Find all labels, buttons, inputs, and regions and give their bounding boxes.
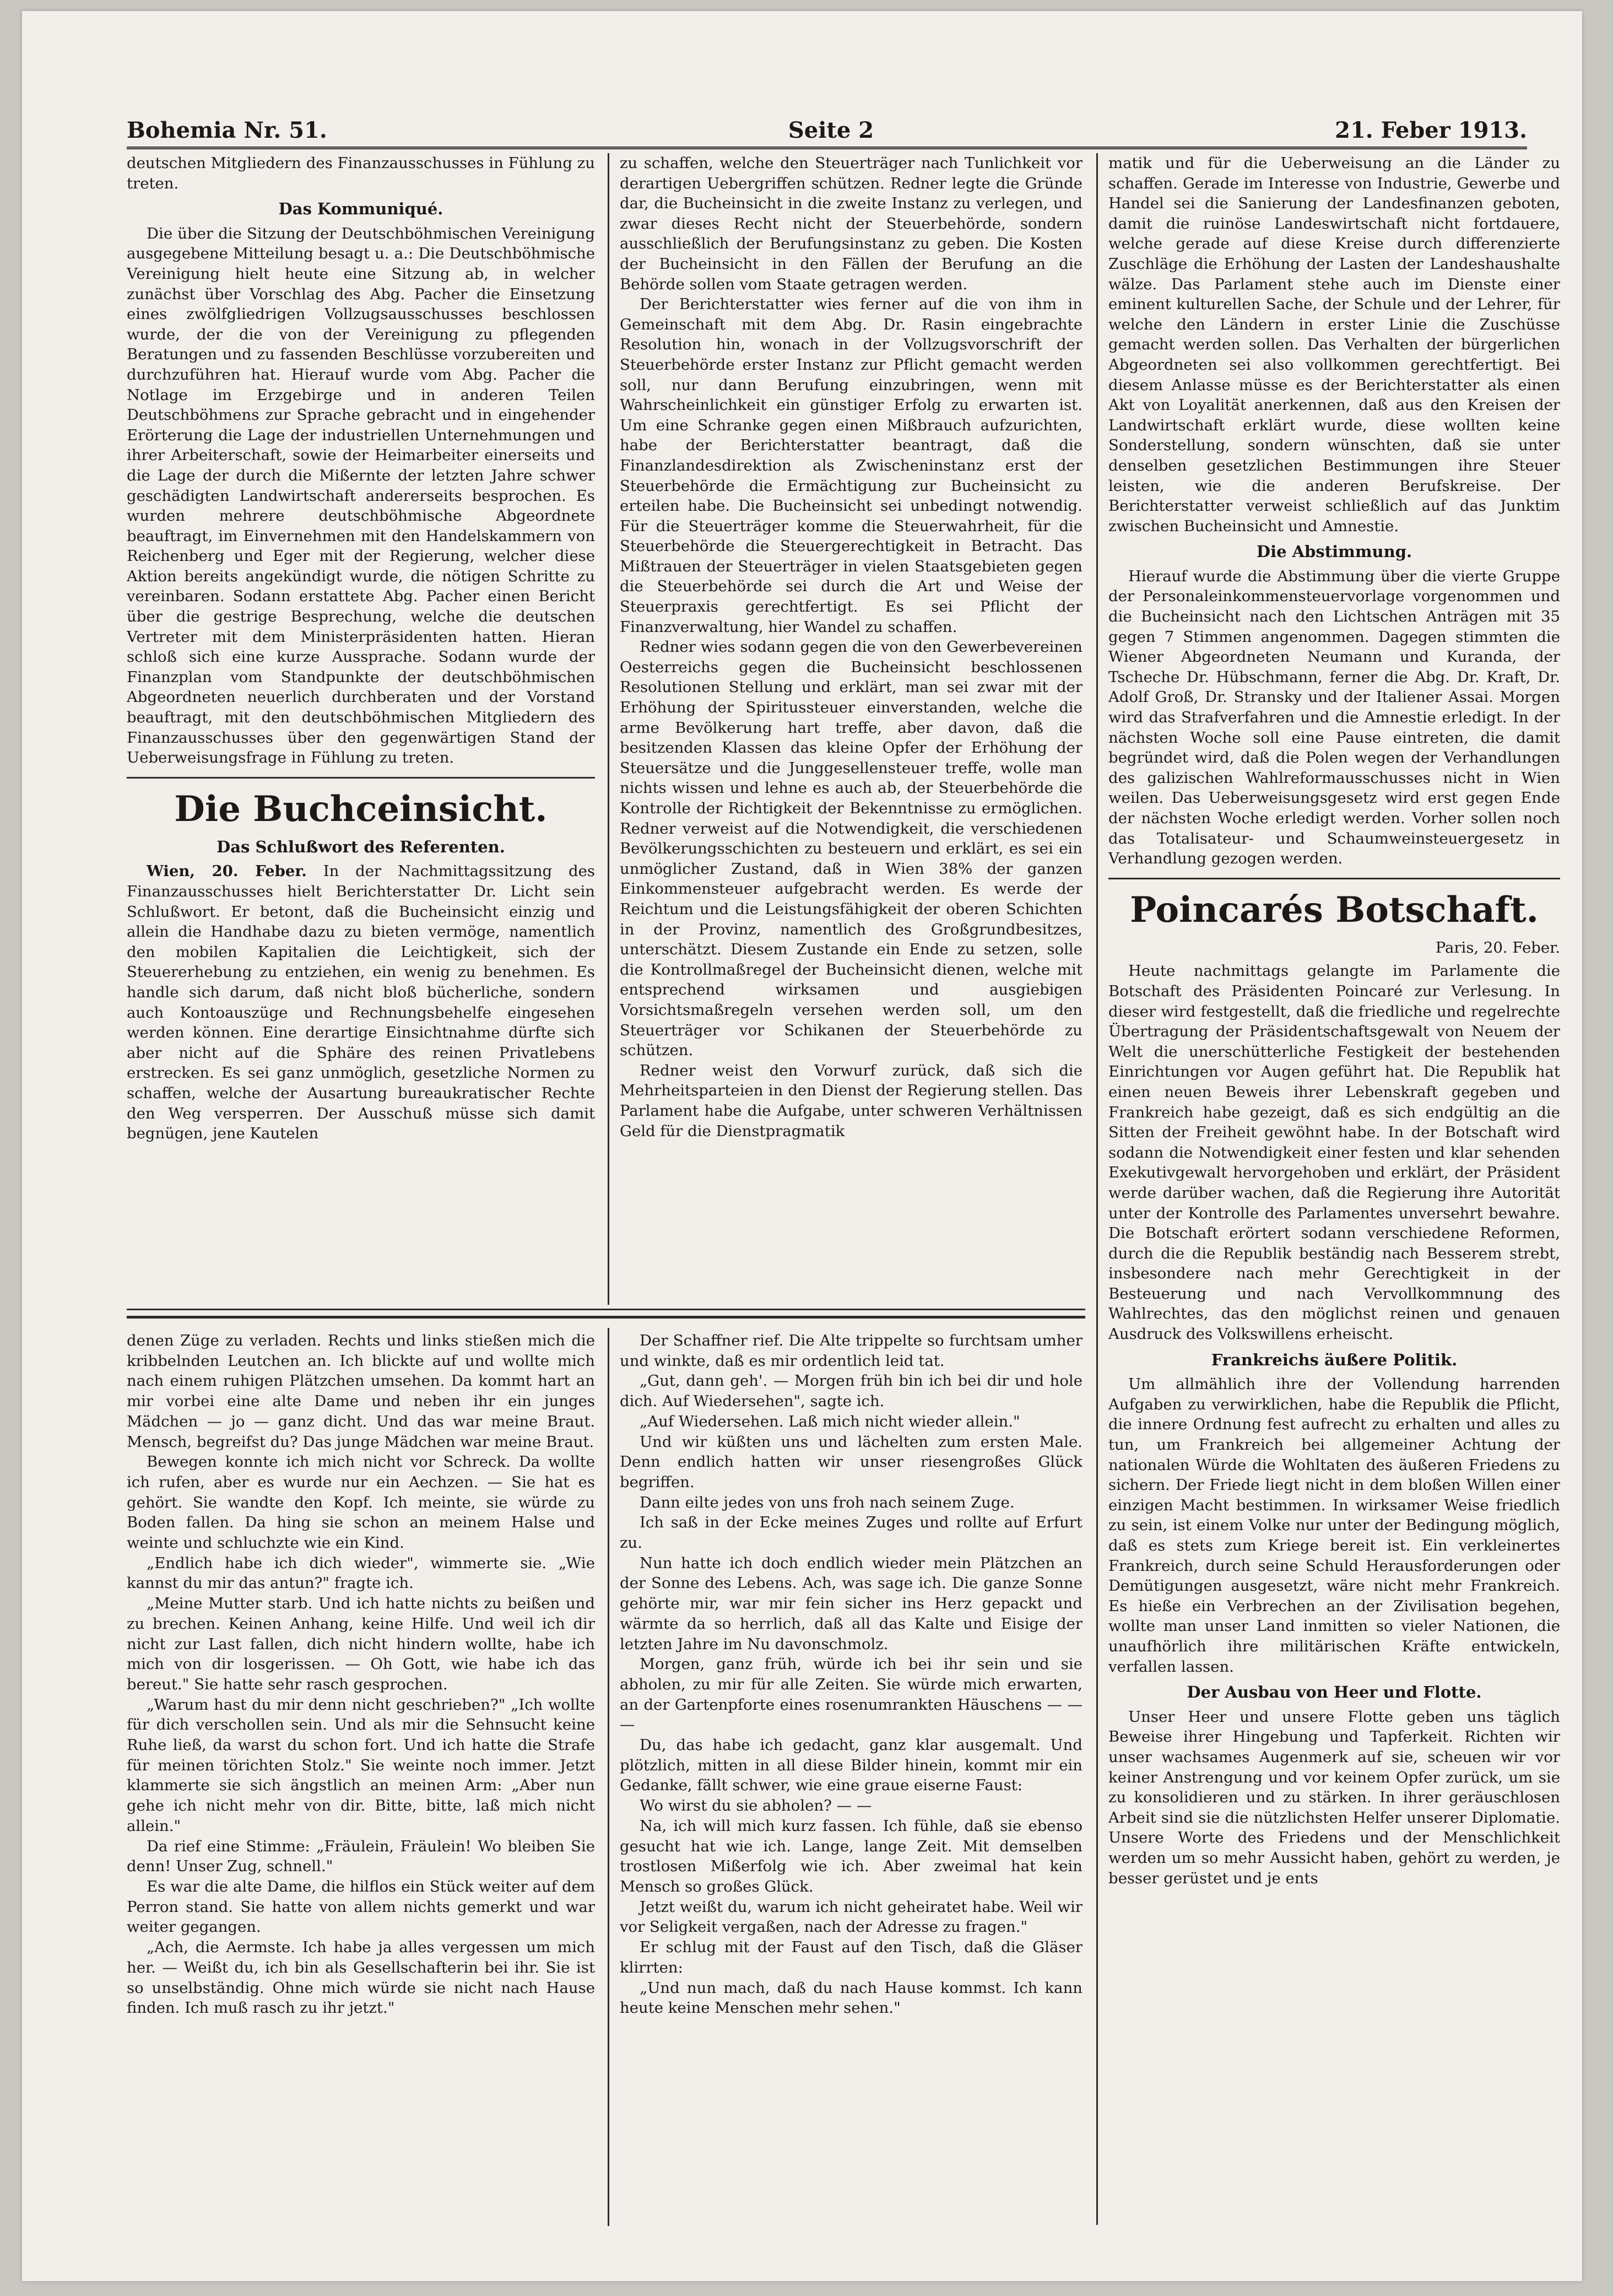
header-date: 21. Feber 1913.: [1335, 117, 1527, 143]
column-rule-3: [608, 1328, 609, 2226]
bucheinsicht-body: In der Nachmittagssitzung des Finanzausschusses hielt Berichterstatter Dr. Licht sein Schlußwort. Er betont, daß die Bucheinsicht einzig und allein die Handhabe dazu zu bieten vermöge, namentlich den mobilen Kapitalien die Leichtigkeit, sich der Steuererhebung zu entziehen, ein wenig zu benehmen. Es handle sich darum, daß nicht bloß bücherliche, sondern auch Kontoauszüge und Rechnungsbehelfe eingesehen werden können. Eine derartige Einsichtnahme dürfte sich aber nicht auf die Sphäre des reinen Privatlebens erstrecken. Es sei ganz unmöglich, gesetzliche Normen zu schaffen, welche der Ausartung bureaukratischer Rechte den Weg versperren. Der Ausschuß müsse sich damit begnügen, jene Kautelen: [127, 862, 595, 1143]
section-divider-2: [1108, 874, 1560, 879]
aussere-politik-heading: Frankreichs äußere Politik.: [1211, 1350, 1458, 1369]
story-right-p3: „Auf Wiedersehen. Laß mich nicht wieder allein.": [640, 1412, 1020, 1430]
story-right-p11: Na, ich will mich kurz fassen. Ich fühle, daß sie ebenso gesucht hat wie ich. Lange, lange Zeit. Mit demselben trostlosen Mißerfolg wie ich. Aber zweimal hat kein Mensch so großes Glück.: [620, 1817, 1082, 1895]
story-right-p9: Du, das habe ich gedacht, ganz klar ausgemalt. Und plötzlich, mitten in all diese Bilder hinein, kommt mir ein Gedanke, fällt schwer, wie eine graue eiserne Faust:: [620, 1736, 1082, 1795]
kommunique-text: Die über die Sitzung der Deutschböhmischen Vereinigung ausgegebene Mitteilung besagt u. a.: Die Deutschböhmische Vereinigung hielt heute eine Sitzung ab, in welcher zunächst über Vorschlag des Abg. Pacher die Einsetzung eines zwölfgliedrigen Vollzugsausschusses beschlossen wurde, der die von der Vereinigung zu pflegenden Beratungen und zu fassenden Beschlüsse vorzubereiten und durchzuführen hat. Hierauf wurde vom Abg. Pacher die Notlage im Erzgebirge und in anderen Teilen Deutschböhmens zur Sprache gebracht und in eingehender Erörterung die Lage der industriellen Unternehmungen und ihrer Arbeiterschaft, sowie der Heimarbeiter einerseits und die Lage der durch die Mißernte der letzten Jahre schwer geschädigten Landwirtschaft andererseits besprochen. Es wurden mehrere deutschböhmische Abgeordnete beauftragt, im Einvernehmen mit den Handelskammern von Reichenberg und Eger mit der Regierung, welcher diese Aktion bereits angekündigt wurde, die nötigen Schritte zu vereinbaren. Sodann erstattete Abg. Pacher einen Bericht über die gestrige Besprechung, welche die deutschen Vertreter mit dem Ministerpräsidenten hatten. Hieran schloß sich eine kurze Aussprache. Sodann wurde der Finanzplan vom Standpunkte der deutschböhmischen Abgeordneten neuerlich durchberaten und der Vorstand beauftragt, mit den deutschböhmischen Mitgliedern des Finanzausschusses über den gegenwärtigen Stand der Ueberweisungsfrage in Fühlung zu treten.: [127, 224, 595, 767]
story-right-p1: Der Schaffner rief. Die Alte trippelte so furchtsam umher und winkte, daß es mir ordentlich leid tat.: [620, 1332, 1082, 1370]
story-right-p4: Und wir küßten uns und lächelten zum ersten Male. Denn endlich hatten wir unser riesengroßes Glück begriffen.: [620, 1433, 1082, 1491]
story-right-p10: Wo wirst du sie abholen? — —: [640, 1797, 872, 1815]
story-left-p5: „Warum hast du mir denn nicht geschrieben?" „Ich wollte für dich verschollen sein. Und als mir die Sehnsucht keine Ruhe ließ, da warst du schon fort. Und ich hatte die Strafe für meinen törichten Stolz." Sie weinte noch immer. Jetzt klammerte sie sich ängstlich an meinen Arm: „Aber nun gehe ich nicht mehr von dir. Bitte, bitte, laß mich nicht allein.": [127, 1695, 595, 1835]
newspaper-page: [22, 11, 1582, 2281]
col2-paragraph-1: zu schaffen, welche den Steuerträger nach Tunlichkeit vor derartigen Uebergriffen schützen. Redner legte die Gründe dar, die Bucheinsicht in die zweite Instanz zu verlegen, und zwar dieses Recht nicht der Steuerbehörde, sondern ausschließlich der Berufungsinstanz zu geben. Die Kosten der Bucheinsicht in den Fällen der Berufung an die Behörde sollen vom Staate getragen werden.: [620, 154, 1082, 293]
dateline-vienna: Wien, 20. Feber.: [147, 862, 307, 880]
story-left-p1: denen Züge zu verladen. Rechts und links stießen mich die kribbelnden Leutchen an. Ich blickte auf und wollte mich nach einem ruhigen Plätzchen umsehen. Da kommt hart an mir vorbei eine alte Dame und neben ihr ein junges Mädchen — jo — ganz dicht. Und das war meine Braut. Mensch, begreifst du? Das junge Mädchen war meine Braut.: [127, 1332, 595, 1451]
abstimmung-heading: Die Abstimmung.: [1256, 542, 1412, 561]
heer-flotte-heading: Der Ausbau von Heer und Flotte.: [1187, 1683, 1482, 1702]
column-3: [1108, 153, 1560, 2233]
header-page-number: Seite 2: [788, 117, 874, 143]
column-rule-1: [608, 153, 609, 1305]
col2-paragraph-2: Der Berichterstatter wies ferner auf die von ihm in Gemeinschaft mit dem Abg. Dr. Rasin eingebrachte Resolution hin, wonach in der Vollzugsvorschrift der Steuerbehörde erster Instanz zur Pflicht gemacht werden soll, nur dann Berufung einzubringen, wenn mit Wahrscheinlichkeit ein günstiger Erfolg zu erwarten ist. Um eine Schranke gegen einen Mißbrauch aufzurichten, habe der Berichterstatter beantragt, daß die Finanzlandesdirektion als Zwischeninstanz erst der Steuerbehörde die Ermächtigung zur Bucheinsicht zu erteilen habe. Die Bucheinsicht sei unbedingt notwendig. Für die Steuerträger komme die Steuerwahrheit, für die Steuerbehörde die Steuergerechtigkeit in Betracht. Das Mißtrauen der Steuerträger in vielen Staatsgebieten gegen die Steuerbehörde sei durch die Art und Weise der Steuerpraxis gerechtfertigt. Es sei Pflicht der Finanzverwaltung, hier Wandel zu schaffen.: [620, 295, 1082, 636]
col3-paragraph-3: Heute nachmittags gelangte im Parlamente die Botschaft des Präsidenten Poincaré zur Verlesung. In dieser wird festgestellt, daß die friedliche und regelrechte Übertragung der Präsidentschaftsgewalt von Neuem der Welt die unerschütterliche Festigkeit der bestehenden Einrichtungen vor Augen geführt hat. Die Republik hat einen neuen Beweis ihrer Lebenskraft gegeben und Frankreich habe gezeigt, daß es sich endgültig an die Sitten der Freiheit gewöhnt habe. In der Botschaft wird sodann die Notwendigkeit einer festen und klar sehenden Exekutivgewalt hervorgehoben und erklärt, der Präsident werde darüber wachen, daß die Regierung ihre Autorität unter der Kontrolle des Parlamentes unversehrt bewahre. Die Botschaft erörtert sodann verschiedene Reformen, durch die die Republik beständig nach Besserem strebt, insbesondere nach mehr Gerechtigkeit in der Besteuerung und nach Vervollkommnung des Wahlrechtes, das den möglichst reinen und genauen Ausdruck des Volkswillens erheischt.: [1108, 962, 1560, 1343]
kommunique-heading: Das Kommuniqué.: [278, 199, 443, 219]
story-left-p3: „Endlich habe ich dich wieder", wimmerte sie. „Wie kannst du mir das antun?" fragte ich.: [127, 1554, 595, 1592]
story-column-right: [620, 1331, 1082, 2223]
bucheinsicht-headline: Die Buchceinsicht.: [174, 788, 548, 830]
col3-paragraph-1: matik und für die Ueberweisung an die Länder zu schaffen. Gerade im Interesse von Industrie, Gewerbe und Handel sei die Sanierung der Landesfinanzen geboten, damit die ruinöse Landeswirtschaft nicht fortdauere, welche gerade auf diese Kreise durch differenzierte Zuschläge die Erhöhung der Lasten der Landeshaushalte wälze. Das Parlament stehe auch im Dienste einer eminent kulturellen Sache, der Schule und der Lehrer, für welche den Ländern in erster Linie die Zuschüsse gemacht werden sollen. Das Verhalten der bürgerlichen Abgeordneten sei also vollkommen gerechtfertigt. Bei diesem Anlasse müsse es der Berichterstatter als einen Akt von Loyalität anerkennen, daß aus den Kreisen der Landwirtschaft erklärt wurde, diese wollten keine Sonderstellung, sondern wünschten, daß sie unter denselben gesetzlichen Bestimmungen ihre Steuer leisten, wie die anderen Berufskreise. Der Berichterstatter verweist schließlich auf das Junktim zwischen Bucheinsicht und Amnestie.: [1108, 154, 1560, 535]
story-right-p14: „Und nun mach, daß du nach Hause kommst. Ich kann heute keine Menschen mehr sehen.": [620, 1979, 1082, 2017]
col1-intro: deutschen Mitgliedern des Finanzausschusses in Fühlung zu treten.: [127, 154, 595, 192]
feuilleton-separator: [127, 1309, 1085, 1319]
col3-paragraph-5: Unser Heer und unsere Flotte geben uns täglich Beweise ihrer Hingebung und Tapferkeit. Richten wir unser wachsames Augenmerk auf sie, scheuen wir vor keiner Anstrengung und vor keinem Opfer zurück, um sie zu konsolidieren und zu stärken. In ihrer geräuschlosen Arbeit sind sie die nützlichsten Helfer unserer Diplomatie. Unsere Worte des Friedens und der Menschlichkeit werden um so mehr Aussicht haben, gehört zu werden, je besser gerüstet und je ents: [1108, 1708, 1560, 1887]
story-left-p2: Bewegen konnte ich mich nicht vor Schreck. Da wollte ich rufen, aber es wurde nur ein Aechzen. — Sie hat es gehört. Sie wandte den Kopf. Ich meinte, sie würde zu Boden fallen. Da hing sie schon an meinem Halse und weinte und schluchzte wie ein Kind.: [127, 1453, 595, 1552]
bucheinsicht-text: [127, 861, 595, 1143]
schlusswort-heading: Das Schlußwort des Referenten.: [216, 837, 505, 856]
column-1: [127, 153, 595, 1305]
poincare-headline: Poincarés Botschaft.: [1130, 889, 1539, 931]
story-left-p4: „Meine Mutter starb. Und ich hatte nichts zu beißen und zu brechen. Keinen Anhang, keine Hilfe. Und weil ich dir nicht zur Last fallen, dich nicht hindern wollte, habe ich mich von dir losgerissen. — Oh Gott, wie habe ich das bereut." Sie hatte sehr rasch gesprochen.: [127, 1595, 595, 1693]
column-rule-2: [1096, 153, 1098, 2225]
story-column-left: [127, 1331, 595, 2223]
col3-paragraph-4: Um allmählich ihre der Vollendung harrenden Aufgaben zu verwirklichen, habe die Republik die Pflicht, die innere Ordnung fest aufrecht zu erhalten und alles zu tun, um Frankreich bei allgemeiner Achtung der nationalen Würde die Wohltaten des äußeren Friedens zu sichern. Der Friede liegt nicht in dem bloßen Willen einer einzigen Macht bestimmen. In wirksamer Weise friedlich zu sein, ist einem Volke nur unter der Bedingung möglich, daß es stets zum Kriege bereit ist. Ein verkleinertes Frankreich, durch seine Schuld Herausforderungen oder Demütigungen ausgesetzt, wäre nicht mehr Frankreich. Es hieße ein Verbrechen an der Zivilisation begehen, wollte man unser Land inmitten so vieler Nationen, die unaufhörlich ihre militärischen Kräfte entwickeln, verfallen lassen.: [1108, 1375, 1560, 1676]
story-right-p8: Morgen, ganz früh, würde ich bei ihr sein und sie abholen, zu mir für alle Zeiten. Sie würde mich erwarten, an der Gartenpforte eines rosenumrankten Häuschens — — —: [620, 1655, 1082, 1734]
col2-paragraph-4: Redner weist den Vorwurf zurück, daß sich die Mehrheitsparteien in den Dienst der Regierung stellen. Das Parlament habe die Aufgabe, unter schweren Verhältnissen Geld für die Dienstpragmatik: [620, 1061, 1082, 1140]
story-left-p8: „Ach, die Aermste. Ich habe ja alles vergessen um mich her. — Weißt du, ich bin als Gesellschafterin bei ihr. Sie ist so unselbständig. Ohne mich würde sie nicht nach Hause finden. Ich muß rasch zu ihr jetzt.": [127, 1938, 595, 2017]
story-left-p6: Da rief eine Stimme: „Fräulein, Fräulein! Wo bleiben Sie denn! Unser Zug, schnell.": [127, 1837, 595, 1876]
story-right-p7: Nun hatte ich doch endlich wieder mein Plätzchen an der Sonne des Lebens. Ach, was sage ich. Die ganze Sonne gehörte mir, war mir fein sicher ins Herz gepackt und wärmte da so herrlich, daß all das Kalte und Eisige der letzten Jahre im Nu davonschmolz.: [620, 1554, 1082, 1653]
story-left-p7: Es war die alte Dame, die hilflos ein Stück weiter auf dem Perron stand. Sie hatte von allem nichts gemerkt und war weiter gegangen.: [127, 1877, 595, 1936]
header-masthead: Bohemia Nr. 51.: [127, 117, 327, 143]
story-right-p2: „Gut, dann geh'. — Morgen früh bin ich bei dir und hole dich. Auf Wiedersehen", sagte ich.: [620, 1372, 1082, 1411]
col3-paragraph-2: Hierauf wurde die Abstimmung über die vierte Gruppe der Personaleinkommensteuervorlage vorgenommen und die Bucheinsicht nach den Lichtschen Anträgen mit 35 gegen 7 Stimmen angenommen. Dagegen stimmten die Wiener Abgeordneten Neumann und Kuranda, der Tscheche Dr. Hübschmann, ferner die Abg. Dr. Kraft, Dr. Adolf Groß, Dr. Stransky und der Italiener Assai. Morgen wird das Strafverfahren und die Amnestie erledigt. In der nächsten Woche soll eine Pause eintreten, die damit begründet wird, daß die Polen wegen der Verhandlungen des galizischen Wahlreformausschusses nicht in Wien weilen. Das Ueberweisungsgesetz wird erst gegen Ende der nächsten Woche erledigt werden. Vorher sollen noch das Totalisateur- und Schaumweinsteuergesetz in Verhandlung gezogen werden.: [1108, 567, 1560, 868]
story-right-p5: Dann eilte jedes von uns froh nach seinem Zuge.: [640, 1493, 1015, 1511]
story-right-p13: Er schlug mit der Faust auf den Tisch, daß die Gläser klirrten:: [620, 1938, 1082, 1976]
section-divider: [127, 774, 595, 779]
dateline-paris: Paris, 20. Feber.: [1435, 938, 1560, 957]
story-right-p6: Ich saß in der Ecke meines Zuges und rollte auf Erfurt zu.: [620, 1514, 1082, 1552]
col2-paragraph-3: Redner wies sodann gegen die von den Gewerbevereinen Oesterreichs gegen die Bucheinsicht beschlossenen Resolutionen Stellung und erklärt, man sei zwar mit der Erhöhung der Spiritussteuer einverstanden, welche die arme Bevölkerung hart treffe, aber davon, daß die besitzenden Klassen das kleine Opfer der Erhöhung der Steuersätze und die Junggesellensteuer treffe, wolle man nichts wissen und lehne es auch ab, der Steuerbehörde die Kontrolle der Richtigkeit der Bekenntnisse zu ermöglichen. Redner verweist auf die Notwendigkeit, die verschiedenen Bevölkerungsschichten zu besteuern und erklärt, es sei ein unmöglicher Zustand, daß in Wien 38% der ganzen Einkommensteuer aufgebracht werden. Es werde der Reichtum und die Leistungsfähigkeit der oberen Schichten in der Provinz, namentlich des Großgrundbesitzes, unterschätzt. Diesem Zustande ein Ende zu setzen, solle die Kontrollmaßregel der Bucheinsicht dienen, welche mit entsprechend wirksamen und ausgiebigen Vorsichtsmaßregeln versehen werden soll, um den Steuerträger vor Schikanen der Steuerbehörde zu schützen.: [620, 638, 1082, 1060]
page-header: [127, 105, 1527, 149]
column-2: [620, 153, 1082, 1305]
story-right-p12: Jetzt weißt du, warum ich nicht geheiratet habe. Weil wir vor Seligkeit vergaßen, nach der Adresse zu fragen.": [620, 1898, 1082, 1936]
